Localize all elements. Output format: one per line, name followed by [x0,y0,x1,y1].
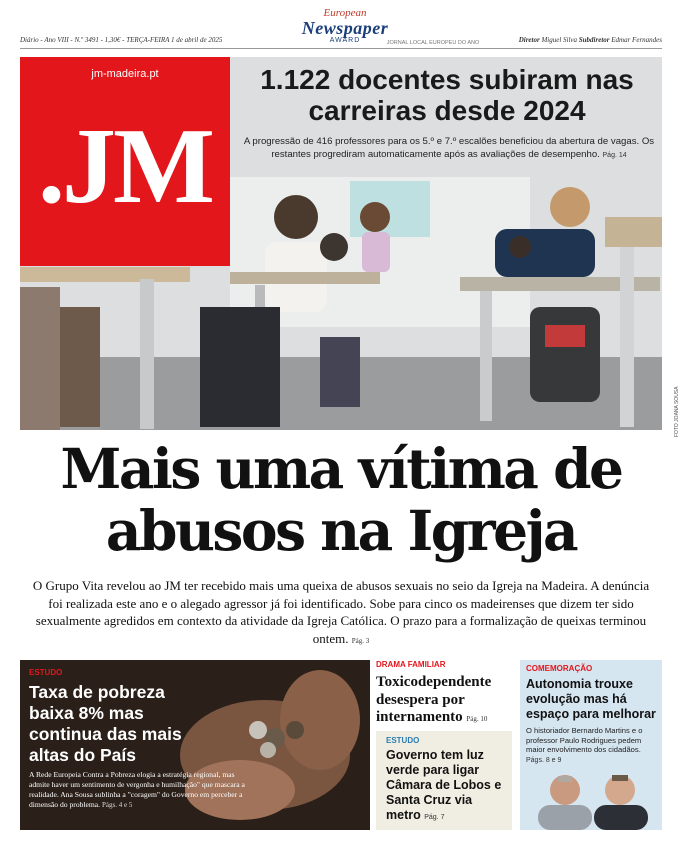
hero-subheadline [236,135,662,162]
teaser-poverty-page: Págs. 4 e 5 [101,801,133,809]
hero-headline[interactable]: 1.122 docentes subiram nas carreiras desde 2024 [260,64,634,126]
teaser-autonomy[interactable] [520,660,662,830]
teaser-metro-page: Pág. 7 [424,814,445,821]
teaser-drug-page: Pág. 10 [466,715,488,723]
jm-logo[interactable] [20,57,230,266]
teaser-metro-title[interactable] [386,748,506,825]
logo-url[interactable]: jm-madeira.pt [91,68,159,80]
teaser-autonomy-body-text: O historiador Bernardo Martins e o professor Paulo Rodrigues pedem maior envolvimento dos cidadãos. [526,726,643,754]
teaser-poverty[interactable] [20,660,370,830]
subdirector-label: Subdiretor [578,36,610,44]
main-lede [26,577,656,650]
teaser-autonomy-kicker: COMEMORAÇÃO [526,664,593,673]
teaser-autonomy-page: Págs. 8 e 9 [526,756,562,764]
edition-info: Diário - Ano VIII - N.º 3491 - 1,30€ - TERÇA-FEIRA 1 de abril de 2025 [20,36,223,44]
teaser-poverty-body [29,770,249,810]
hero-subheadline-text: A progressão de 416 professores para os 5.º e 7.º escalões beneficiou da abertura de vagas. Os restantes progrediram automaticamente após as avaliações de desempenho. [243,136,655,160]
award-line-3: AWARD [329,37,361,44]
award-caption: JORNAL LOCAL EUROPEU DO ANO [386,40,480,46]
teaser-autonomy-title[interactable]: Autonomia trouxe evolução mas há espaço para melhorar [526,677,656,721]
subdirector-name: Edmar Fernandes [611,36,662,44]
teaser-poverty-body-text: A Rede Europeia Contra a Pobreza elogia a estratégia regional, mas admite haver um sentimento de vergonha e humilhação" que mascara a realidade. Ana Sousa sublinha a "coragem" do Governo em perceber a dimensão do problema. [29,770,245,809]
teaser-metro[interactable] [376,731,512,830]
logo-wordmark: .JM [38,107,212,226]
teaser-metro-kicker: ESTUDO [386,736,420,745]
teaser-drug-title-text: Toxicodependente desespera por internamento [376,674,492,725]
teaser-drug-addict[interactable] [376,660,512,726]
hero-page-ref: Pág. 14 [602,152,627,159]
masthead [0,0,682,50]
teaser-poverty-title[interactable]: Taxa de pobreza baixa 8% mas continua das mais altas do País [29,682,182,765]
two-men-portrait [520,760,662,830]
main-lede-text: O Grupo Vita revelou ao JM ter recebido mais uma queixa de abusos sexuais no seio da Igreja na Madeira. A denúncia foi realizada este ano e o alegado agressor já foi identificado. Sobe para cinco os madeirenses que dizem ter sido sexualmente agredidos em contexto da atividade da Igreja Católica. O prazo para a formalização de queixas terminou ontem. [32,578,650,646]
teaser-drug-kicker: DRAMA FAMILIAR [376,660,446,669]
main-page-ref: Pág. 3 [351,636,370,645]
main-headline[interactable]: Mais uma vítima de abusos na Igreja [60,436,622,563]
teaser-drug-title[interactable] [376,674,512,729]
photo-credit: FOTO JOANA SOUSA [674,386,680,437]
award-line-2: Newspaper [301,18,389,38]
teaser-poverty-kicker: ESTUDO [29,668,63,677]
masthead-rule [20,48,662,49]
staff-credits [519,36,662,44]
director-label: Diretor [518,36,540,44]
director-name: Miguel Silva [541,36,578,44]
award-line-1: European [323,7,367,19]
teaser-metro-title-text: Governo tem luz verde para ligar Câmara de Lobos e Santa Cruz via metro [386,748,502,822]
